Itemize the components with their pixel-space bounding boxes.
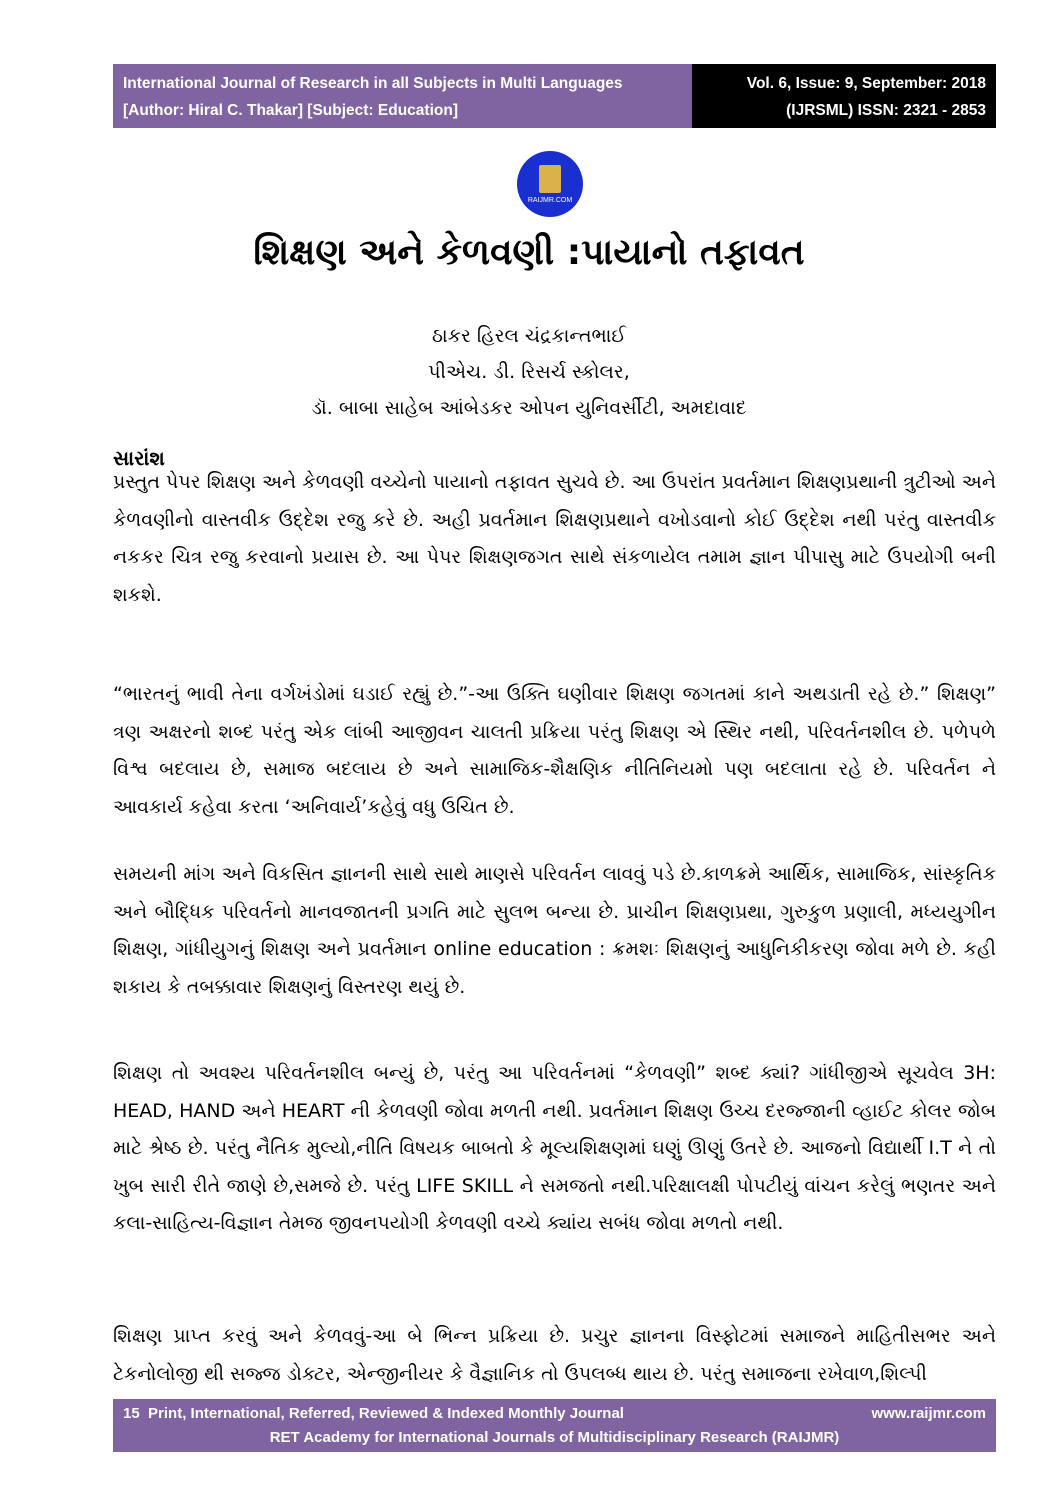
article-title: શિક્ષણ અને કેળવણી :પાયાનો તફાવત <box>253 232 805 273</box>
journal-logo <box>506 140 594 228</box>
scroll-quill-icon <box>539 165 561 193</box>
page-number: 15 <box>123 1405 140 1422</box>
author-affiliation: ડૉ. બાબા સાહેબ આંબેડકર ઓપન યુનિવર્સીટી, અમદાવાદ <box>311 397 747 419</box>
header-right <box>692 64 996 128</box>
logo-text: RAIJMR.COM <box>527 196 573 204</box>
author-role: પીએચ. ડી. રિસર્ચ સ્કોલર, <box>428 361 630 383</box>
journal-name: International Journal of Research in all Subjects in Multi Languages <box>123 75 623 92</box>
footer-publisher: RET Academy for International Journals of Multidisciplinary Research (RAIJMR) <box>269 1429 840 1446</box>
abstract-paragraph: પ્રસ્તુત પેપર શિક્ષણ અને કેળવણી વચ્ચેનો પાયાનો તફાવત સુચવે છે. આ ઉપરાંત પ્રવર્તમાન શિક્ષણપ્રથાની ત્રુટીઓ અને કેળવણીનો વાસ્તવીક ઉદ્દેશ રજુ કરે છે. અહી પ્રવર્તમાન શિક્ષણપ્રથાને વખોડવાનો કોઈ ઉદ્દેશ નથી પરંતુ વાસ્તવીક નકકર ચિત્ર રજુ કરવાનો પ્રયાસ છે. આ પેપર શિક્ષણજગત સાથે સંકળાયેલ તમામ જ્ઞાન પીપાસુ માટે ઉપયોગી બની શકશે. <box>113 471 996 606</box>
abstract-heading: સારાંશ <box>113 446 165 470</box>
logo-emblem <box>517 151 583 217</box>
body-paragraph: શિક્ષણ પ્રાપ્ત કરવું અને કેળવવું-આ બે ભિન્ન પ્રક્રિયા છે. પ્રચુર જ્ઞાનના વિસ્ફોટમાં સમાજને માહિતીસભર અને ટેકનોલોજી થી સજ્જ ડોક્ટર, એન્જીનીયર કે વૈજ્ઞાનિક તો ઉપલબ્ધ થાય છે. પરંતુ સમાજના રખેવાળ,શિલ્પી <box>113 1325 996 1385</box>
author-name: ઠાકર હિરલ ચંદ્રકાન્તભાઈ <box>431 325 627 347</box>
footer-website-link[interactable]: www.raijmr.com <box>871 1405 986 1422</box>
body-paragraph: સમયની માંગ અને વિકસિત જ્ઞાનની સાથે સાથે માણસે પરિવર્તન લાવવું પડે છે.કાળક્રમે આર્થિક, સામાજિક, સાંસ્કૃતિક અને બૌદ્ધિક પરિવર્તનો માનવજાતની પ્રગતિ માટે સુલભ બન્યા છે. પ્રાચીન શિક્ષણપ્રથા, ગુરુકુળ પ્રણાલી, મધ્યયુગીન શિક્ષણ, ગાંધીયુગનું શિક્ષણ અને પ્રવર્તમાન online education : ક્રમશઃ શિક્ષણનું આધુનિકીકરણ જોવા મળે છે. કહી શકાય કે તબક્કાવાર શિક્ષણનું વિસ્તરણ થયું છે. <box>113 863 996 998</box>
header-left <box>113 64 692 128</box>
journal-header <box>113 64 996 128</box>
author-block <box>0 318 1058 426</box>
author-subject: [Author: Hiral C. Thakar] [Subject: Education] <box>123 102 458 119</box>
body-paragraph: શિક્ષણ તો અવશ્ય પરિવર્તનશીલ બન્યું છે, પરંતુ આ પરિવર્તનમાં “કેળવણી” શબ્દ ક્યાં? ગાંધીજીએ સૂચવેલ 3H: HEAD, HAND અને HEART ની કેળવણી જોવા મળતી નથી. પ્રવર્તમાન શિક્ષણ ઉચ્ચ દરજ્જાની વ્હાઈટ કોલર જોબ માટે શ્રેષ્ઠ છે. પરંતુ નૈતિક મુલ્યો,નીતિ વિષયક બાબતો કે મૂલ્યશિક્ષણમાં ઘણું ઊણું ઉતરે છે. આજનો વિદ્યાર્થી I.T ને તો ખુબ સારી રીતે જાણે છે,સમજે છે. પરંતુ LIFE SKILL ને સમજતો નથી.પરિક્ષાલક્ષી પોપટીયું વાંચન કરેલું ભણતર અને કલા-સાહિત્ય-વિજ્ઞાન તેમજ જીવનપયોગી કેળવણી વચ્ચે ક્યાંય સબંધ જોવા મળતો નથી. <box>113 1062 996 1234</box>
journal-footer <box>113 1399 996 1452</box>
footer-journal-type: Print, International, Referred, Reviewed & Indexed Monthly Journal <box>148 1405 624 1422</box>
issn-info: (IJRSML) ISSN: 2321 - 2853 <box>786 102 986 119</box>
volume-info: Vol. 6, Issue: 9, September: 2018 <box>746 75 986 92</box>
body-paragraph: “ભારતનું ભાવી તેના વર્ગખંડોમાં ઘડાઈ રહ્યું છે.”-આ ઉક્તિ ઘણીવાર શિક્ષણ જગતમાં કાને અથડાતી રહે છે.” શિક્ષણ” ત્રણ અક્ષરનો શબ્દ પરંતુ એક લાંબી આજીવન ચાલતી પ્રક્રિયા પરંતુ શિક્ષણ એ સ્થિર નથી, પરિવર્તનશીલ છે. પળેપળે વિશ્વ બદલાય છે, સમાજ બદલાય છે અને સામાજિક-શૈક્ષણિક નીતિનિયમો પણ બદલાતા રહે છે. પરિવર્તન ને આવકાર્ય કહેવા કરતા ‘અનિવાર્ય’કહેવું વધુ ઉચિત છે. <box>113 683 996 818</box>
